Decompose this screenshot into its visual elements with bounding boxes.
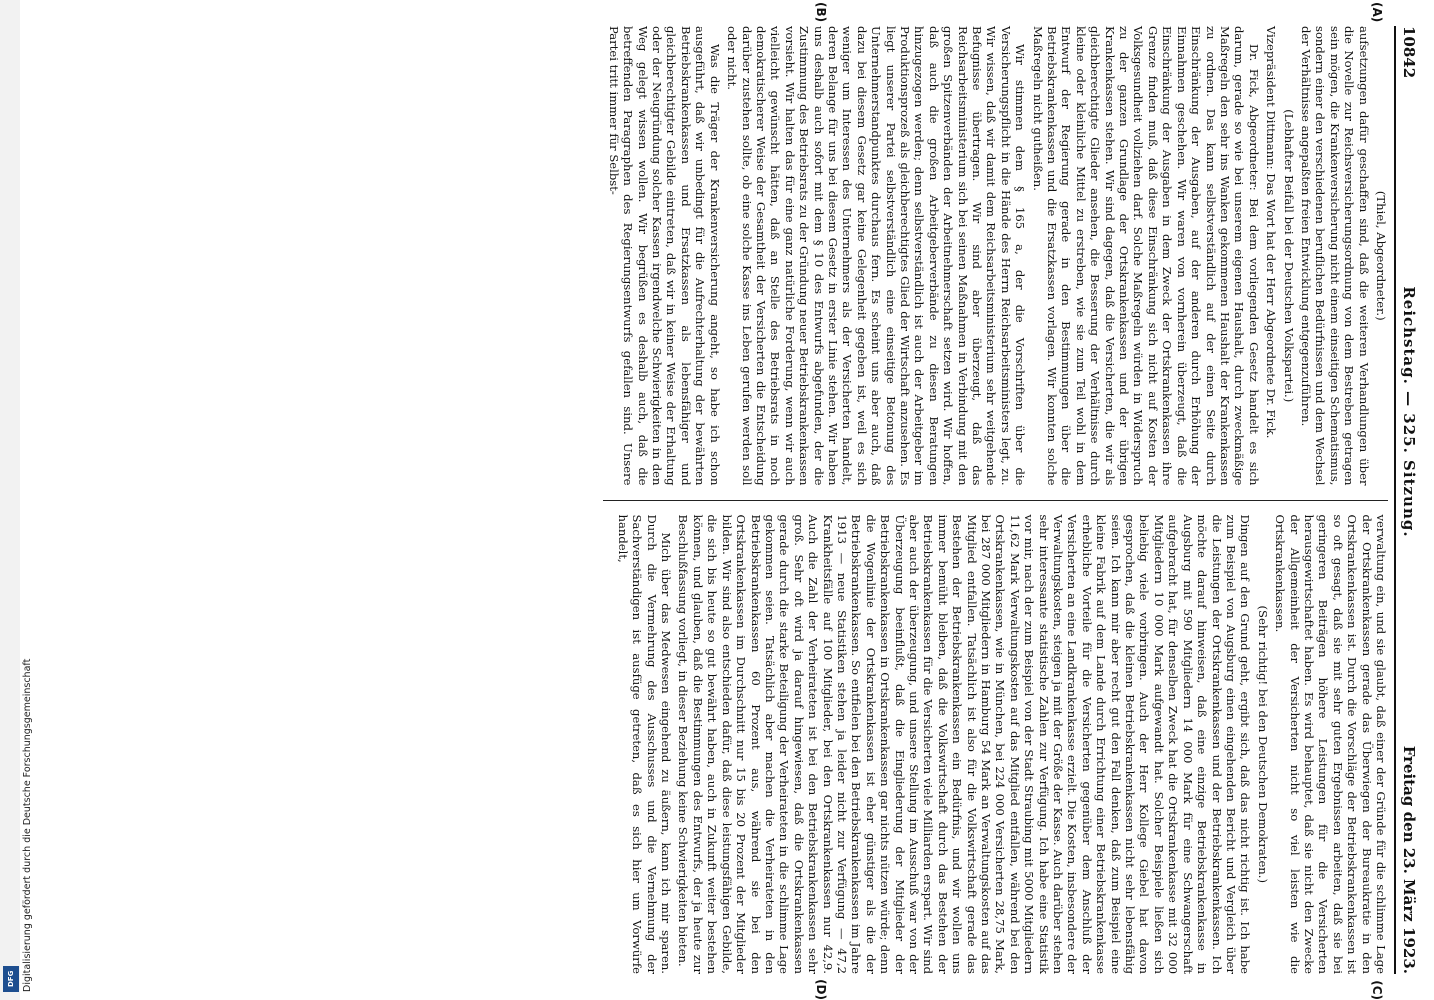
paragraph: Vizepräsident Dittmann: Das Wort hat der Herr Abgeordnete Dr. Fick. xyxy=(1264,26,1279,439)
margin-marker-c: (C) xyxy=(1370,980,1384,1000)
applause-note: (Lebhafter Beifall bei der Deutschen Volkspartei.) xyxy=(1281,109,1296,403)
funding-attribution: Digitalisierung gefördert durch die Deutsche Forschungsgemeinschaft xyxy=(22,658,33,992)
speaker-note: (Thiel, Abgeordneter.) xyxy=(1374,190,1388,321)
paragraph: aufsetzungen dafür geschaffen sind, daß die weiteren Verhandlungen über die Novelle zur Reichsversicherungsordnung von dem Bestreben getragen sein mögen, die Krankenversicherung nicht einem einseitigen Schematismus, sondern einer den verschiedenen beruflichen Bedürfnissen und dem Wechsel der Verhältnisse angepaßten freien Entwicklung entgegenzuführen. xyxy=(1298,26,1371,486)
right-column xyxy=(603,501,1388,1000)
paragraph: Dr. Fick, Abgeordneter: Bei dem vorliegenden Gesetz handelt es sich darum, gerade so wie bei unserem eigenen Haushalt, durch zweckmäßige Maßregeln den sehr ins Wanken gekommenen Haushalt der Krankenkassen zu ordnen. Das kann selbstverständlich auf der einen Seite durch Einschränkung der Ausgaben, auf der anderen durch Erhöhung der Einnahmen geschehen. Wir waren von vornherein überzeugt, daß die Einschränkung der Ausgaben in dem Zweck der Ortskrankenkassen ihre Grenze finden muß, daß diese Einschränkung sich nicht auf Kosten der Volksgesundheit vollziehen darf. Solche Maßregeln würden in Widerspruch zu der ganzen Grundlage der Ortskrankenkassen und der übrigen Krankenkassen stehen. Wir sind dagegen, daß die Versicherten, die wir als gleichberechtigte Glieder ansehen, die Besserung der Verhältnisse durch kleine oder kleinliche Mittel zu erstreben, wie sie zum Teil wohl in dem Entwurf der Regierung gerade in den Bestimmungen über die Betriebskrankenkassen und die Ersatzkassen vorlagen. Wir konnten solche Maßregeln nicht gutheißen. xyxy=(1030,26,1261,486)
paragraph: verwaltung ein, und sie glaubt, daß einer der Gründe für die schlimme Lage der Ortskrankenkassen gerade das Überwiegen der Bureaukratie in den Ortskrankenkassen ist. Durch die Vorschläge der Betriebskrankenkassen ist so oft gesagt, daß sie mit sehr guten Ergebnissen arbeiten, daß sie bei geringeren Beiträgen höhere Leistungen für die Versicherten herausgewirtschaftet haben. Es wird behauptet, daß sie nicht den Zwecke der Allgemeinheit der Versicherten nicht so viel leisten wie die Ortskrankenkassen. xyxy=(1273,514,1388,974)
margin-marker-b: (B) xyxy=(814,2,828,23)
paragraph: Dingen auf den Grund geht, ergibt sich, daß das nicht richtig ist. Ich habe zum Beispiel von Augsburg einen eingehenden Bericht und Vergleich über die Leistungen der Ortskrankenkassen und der Betriebskrankenkassen. Ich möchte darauf hinweisen, daß eine einzige Betriebskrankenkasse in Augsburg mit 590 Mitgliedern 14 000 Mark für eine Schwangerschaft aufgebracht hat, für denselben Zweck hat die Ortskrankenkasse mit 32 000 Mitgliedern 10 000 Mark aufgewandt hat. Solcher Beispiele ließen sich beliebig viele vorbringen. Auch der Herr Kollege Giebel hat davon gesprochen, daß die kleinen Betriebskrankenkassen nicht sehr lebensfähig seien. Ich kann mir aber recht gut den Fall denken, daß zum Beispiel eine kleine Fabrik auf dem Lande durch Errichtung einer Betriebskrankenkasse erhebliche Vorteile für die Versicherten gegenüber dem Anschluß der Versicherten an eine Landkrankenkasse erzielt. Die Kosten, insbesondere der Verwaltungskosten, steigen ja mit der Größe der Kasse. Auch darüber stehen sehr interessante statistische Zahlen zur Verfügung. Ich habe eine Statistik vor mir, nach der zum Beispiel von der Stadt Straubing mit 5000 Mitgliedern 11,62 Mark Verwaltungskosten auf das Mitglied entfallen, während bei den Ortskrankenkassen, wie in München, bei 224 000 Versicherten 28,75 Mark, bei 287 000 Mitgliedern in Hamburg 54 Mark an Verwaltungskosten auf das Mitglied entfallen. Tatsächlich ist also für die Volkswirtschaft gerade das Bestehen der Betriebskrankenkassen ein Bedürfnis, und wir wollen uns immer bemüht bleiben, daß die Volkswirtschaft durch das Bestehen der Betriebskrankenkassen für die Versicherten viele Milliarden erspart. Wir sind aber auch der überzeugung, und unsere Stellung im Ausschuß war von der Überzeugung beeinflußt, daß die Eingliederung der Mitglieder der Betriebskrankenkassen in Ortskrankenkassen gar nichts nützen würde; denn die Wogenlinie der Ortskrankenkassen ist eher günstiger als die der Betriebskrankenkassen. So entfielen bei den Betriebskrankenkassen im Jahre 1913 — neue Statistiken stehen ja leider nicht zur Verfügung — 47,2 Krankheitsfälle auf 100 Mitglieder, bei den Ortskrankenkassen nur 42,9. Auch die Zahl der Verheirateten ist bei den Betriebskrankenkassen sehr groß. Sehr oft wird ja darauf hingewiesen, daß die Ortskrankenkassen gerade durch die starke Beteiligung der Verheirateten in die schlimme Lage gekommen seien. Tatsächlich aber machen die Verheirateten in den Betriebskrankenkassen 60 Prozent aus, während sie bei den Ortskrankenkassen im Durchschnitt nur 15 bis 20 Prozent der Mitglieder bilden. Wir sind also entschieden dafür, daß diese leistungsfähigen Gebilde, die sich bis heute so gut bewährt haben, auch in Zukunft weiter bestehen können, und glauben, daß die Bestimmungen des Entwurfs, der ja heute zur Beschlußfassung vorliegt, in dieser Beziehung keine Schwierigkeiten bieten. xyxy=(676,514,1253,974)
page-number: 10842 xyxy=(1400,26,1418,79)
margin-marker-d: (D) xyxy=(814,979,828,1000)
paragraph: Wir stimmen dem § 165 a, der die Vorschriften über die Versicherungspflicht in die Hände des Herrn Reichsarbeitsministers legt, zu. Wir wissen, daß wir damit dem Reichsarbeitsministerium sehr weitgehende Befugnisse übertragen. Wir sind aber überzeugt, daß das Reichsarbeitsministerium sich bei seinen Maßnahmen in Verbindung mit den großen Spitzenverbänden der Arbeitnehmerschaft setzen wird. Wir hoffen, daß auch die großen Arbeitgeberverbände zu diesen Beratungen hinzugezogen werden; denn selbstverständlich ist auch der Arbeitgeber im Produktionsprozeß als gleichberechtigtes Glied der Wirtschaft anzusehen. Es liegt unserer Partei selbstverständlich eine einseitige Betonung des Unternehmerstandpunktes durchaus fern. Es scheint uns aber auch, daß dazu bei diesem Gesetz gar keine Gelegenheit gegeben ist, weil es sich weniger um Interessen des Unternehmers als der Versicherten handelt, deren Belange für uns bei diesem Gesetz in erster Linie stehen. Wir haben uns deshalb auch sofort mit dem § 10 des Entwurfs abgefunden, der die Zustimmung des Betriebsrats zu der Gründung neuer Betriebskrankenkassen vorsieht. Wir halten das für eine ganz natürliche Forderung, wenn wir auch vielleicht gewünscht hätten, daß an Stelle des Betriebsrats in noch demokratischerer Weise der Gesamtheit der Versicherten die Entscheidung darüber zustehen sollte, ob eine solche Kasse ins Leben gerufen werden soll oder nicht. xyxy=(725,26,1028,486)
interjection-note: (Sehr richtig! bei den Deutschen Demokraten.) xyxy=(1255,605,1270,883)
paragraph: Was die Träger der Krankenversicherung angeht, so habe ich schon ausgeführt, daß wir unbedingt für die Aufrechterhaltung der bewährten Betriebskrankenkassen und Ersatzkassen als lebensfähiger und gleichberechtigter Gebilde eintreten, daß wir in keiner Weise der Erhaltung oder der Neugründung solcher Kassen irgendwelche Schwierigkeiten in den Weg gelegt wissen wollen. Wir begrüßen es deshalb auch, daß die betreffenden Paragraphen des Regierungsentwurfs gefallen sind. Unsere Partei tritt immer für Selbst- xyxy=(606,26,722,486)
left-column xyxy=(603,2,1388,501)
paragraph: Mich über das Medwesen eingehend zu äußern, kann ich mir sparen. Durch die Vermehrung des Ausschusses und die Vernehmung der Sachverständigen ist ausfüge getreten, daß es sich hier um Vorwürfe handelt, xyxy=(615,514,674,974)
session-date: Freitag den 23. März 1923. xyxy=(1400,745,1418,974)
margin-marker-a: (A) xyxy=(1370,2,1384,23)
page-header xyxy=(1394,26,1422,974)
dfg-logo: DFG xyxy=(3,966,19,992)
text-columns xyxy=(603,2,1388,1000)
session-title: Reichstag. — 325. Sitzung. xyxy=(1400,286,1418,538)
